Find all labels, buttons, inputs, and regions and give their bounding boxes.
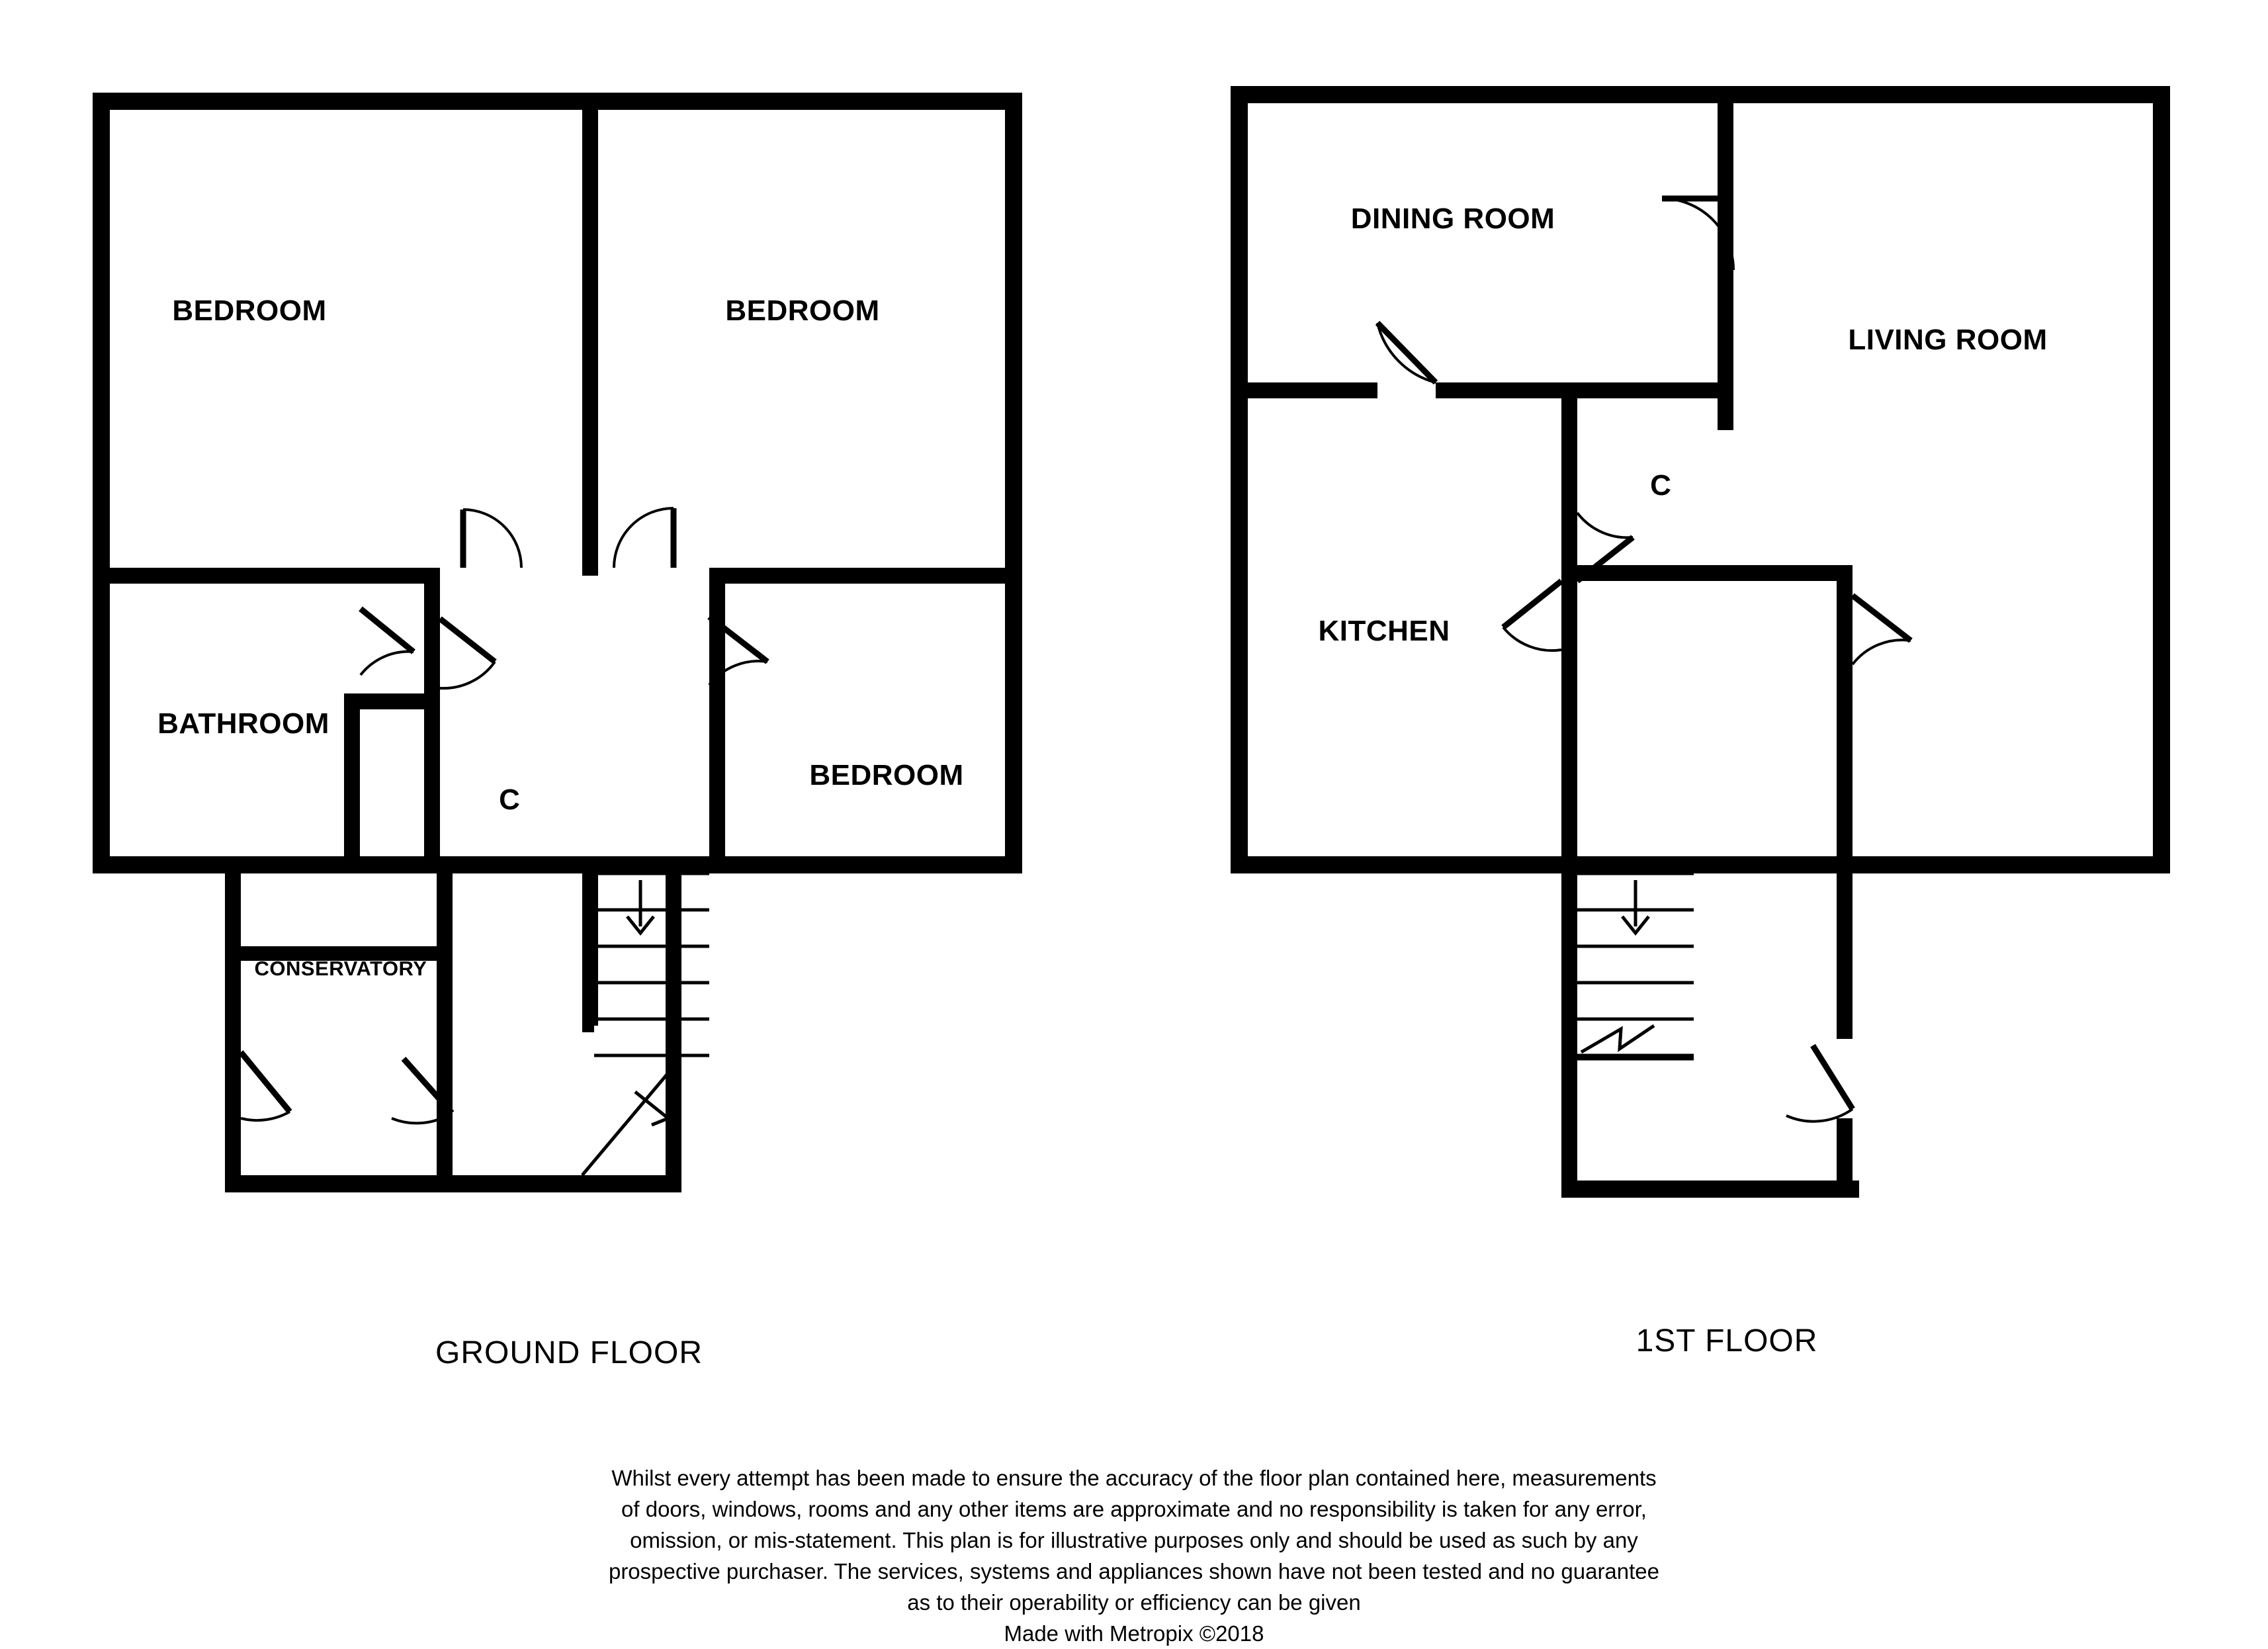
disclaimer-line-5: as to their operability or efficiency can be given	[907, 1590, 1361, 1615]
ground-floor-walls	[93, 93, 1022, 1192]
room-label-dining-room: DINING ROOM	[1350, 202, 1555, 235]
first-floor-title: 1ST FLOOR	[1636, 1323, 1818, 1359]
disclaimer-line-4: prospective purchaser. The services, systems and appliances shown have not been tested and no guarantee	[608, 1559, 1660, 1583]
ground-floor-plan	[93, 93, 1022, 1370]
room-label-cupboard-ground: C	[499, 783, 520, 816]
ground-floor-title: GROUND FLOOR	[435, 1335, 703, 1370]
room-label-conservatory: CONSERVATORY	[254, 957, 427, 980]
room-label-living-room: LIVING ROOM	[1848, 324, 2048, 356]
first-floor-staircase	[1577, 873, 1694, 1059]
disclaimer-text	[0, 1462, 2268, 1649]
disclaimer-line-2: of doors, windows, rooms and any other items are approximate and no responsibility is taken for any error,	[621, 1497, 1647, 1521]
room-label-cupboard-first: C	[1650, 469, 1671, 502]
room-label-kitchen: KITCHEN	[1318, 615, 1450, 647]
disclaimer-line-3: omission, or mis-statement. This plan is for illustrative purposes only and should be used as such by any	[630, 1528, 1638, 1552]
ground-floor-staircase	[582, 873, 709, 1175]
maker-credit: Made with Metropix ©2018	[1004, 1621, 1264, 1646]
stairs-down-arrow	[627, 880, 654, 933]
room-label-bedroom-3: BEDROOM	[809, 759, 964, 791]
room-label-bathroom: BATHROOM	[157, 707, 329, 740]
room-label-bedroom-2: BEDROOM	[725, 294, 880, 327]
stairs-down-arrow	[1622, 880, 1649, 933]
first-floor-plan	[1231, 86, 2170, 1359]
disclaimer-line-1: Whilst every attempt has been made to ensure the accuracy of the floor plan contained here, measurements	[611, 1466, 1657, 1490]
room-label-bedroom-1: BEDROOM	[172, 294, 327, 327]
